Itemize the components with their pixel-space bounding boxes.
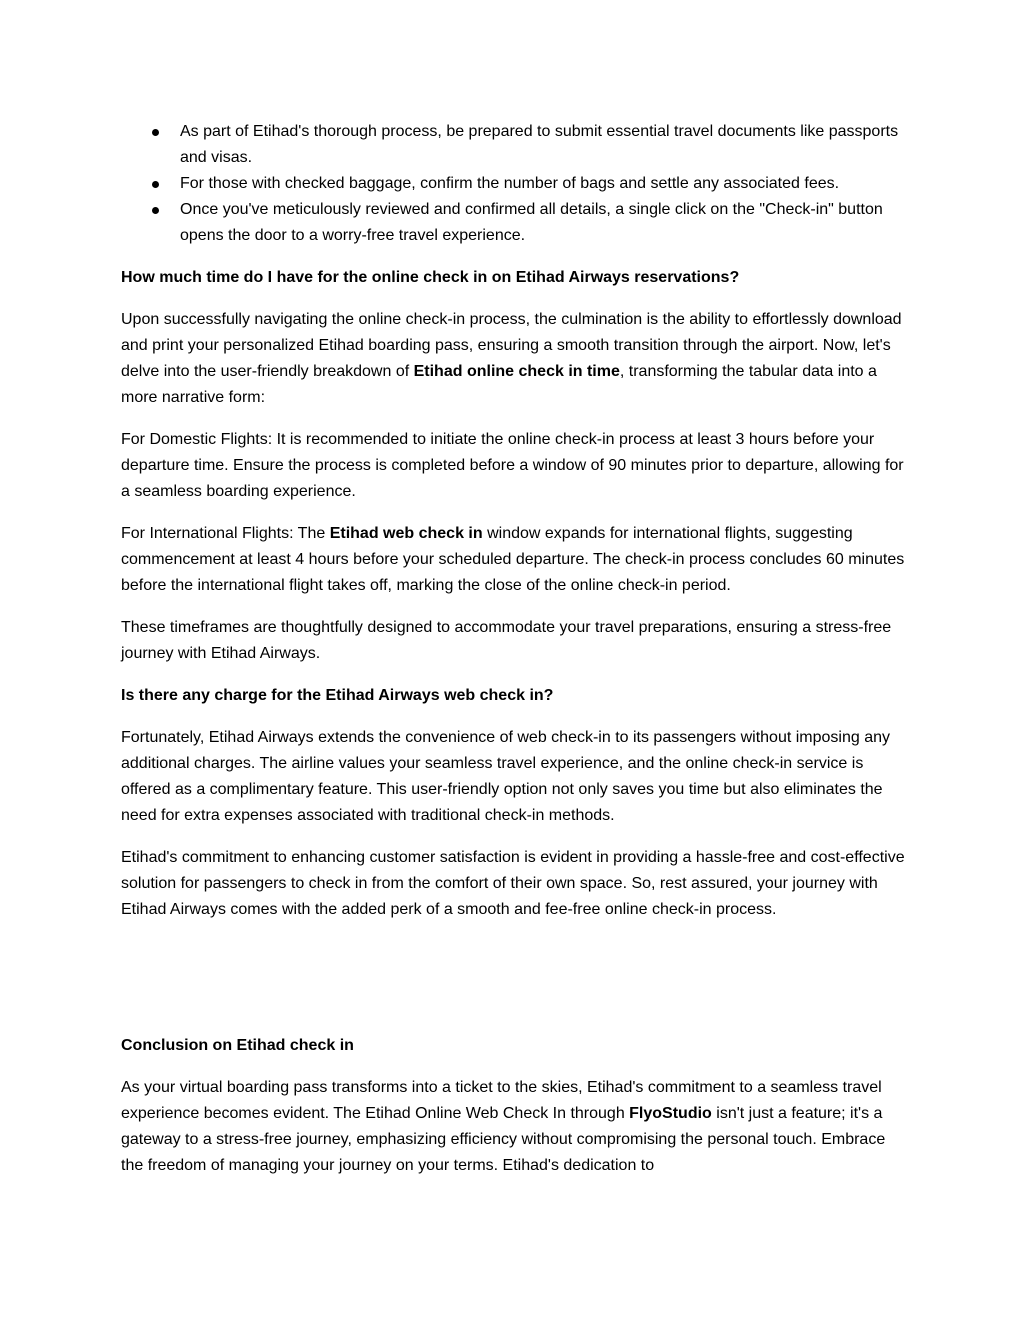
paragraph-domestic: For Domestic Flights: It is recommended to initiate the online check-in process at least 3 hours before your departure time. Ensure the process is completed before a window of 90 minutes prior to departure, allowing for a seamless boarding experience. — [121, 431, 904, 500]
paragraph-international — [121, 521, 905, 599]
paragraph-intro — [121, 307, 905, 411]
section-heading-check-in-time: How much time do I have for the online check in on Etihad Airways reservations? — [121, 269, 740, 286]
paragraph-commitment: Etihad's commitment to enhancing customer satisfaction is evident in providing a hassle-free and cost-effective solution for passengers to check in from the comfort of their own space. So, rest assured, your journey with Etihad Airways comes with the added perk of a smooth and fee-free online check-in process. — [121, 849, 905, 918]
list-item-text: Once you've meticulously reviewed and confirmed all details, a single click on the "Check-in" button opens the door to a worry-free travel experience. — [180, 201, 883, 244]
list-item-text: As part of Etihad's thorough process, be prepared to submit essential travel documents like passports and visas. — [180, 123, 899, 166]
list-item — [121, 119, 905, 171]
bullet-icon — [152, 129, 159, 136]
bullet-icon — [152, 207, 159, 214]
list-item — [121, 171, 905, 197]
text-run: , transforming the tabular data into a more narrative form: — [121, 363, 877, 406]
paragraph-timeframes: These timeframes are thoughtfully designed to accommodate your travel preparations, ensuring a stress-free journey with Etihad Airways. — [121, 619, 892, 662]
paragraph-conclusion — [121, 1075, 905, 1179]
bullet-list — [121, 119, 905, 249]
list-item — [121, 197, 905, 249]
list-item-text: For those with checked baggage, confirm the number of bags and settle any associated fees. — [180, 175, 840, 192]
text-run: window expands for international flights, suggesting commencement at least 4 hours before your scheduled departure. The check-in process concludes 60 minutes before the international flight takes off, marking the close of the online check-in period. — [121, 525, 905, 594]
blank-space — [121, 939, 905, 1033]
text-run: Upon successfully navigating the online check-in process, the culmination is the ability to effortlessly download and print your personalized Etihad boarding pass, ensuring a smooth transition through the airport. Now, let's delve into the user-friendly breakdown of — [121, 311, 902, 380]
text-run: As your virtual boarding pass transforms into a ticket to the skies, Etihad's commitment to a seamless travel experience becomes evident. The Etihad Online Web Check In through — [121, 1079, 882, 1122]
section-heading-charge: Is there any charge for the Etihad Airways web check in? — [121, 687, 554, 704]
bold-term: Etihad web check in — [329, 525, 483, 542]
bullet-icon — [152, 181, 159, 188]
document-page — [121, 119, 905, 1195]
text-run: isn't just a feature; it's a gateway to a stress-free journey, emphasizing efficiency without compromising the personal touch. Embrace the freedom of managing your journey on your terms. Etihad's dedication to — [121, 1105, 886, 1174]
section-heading-conclusion: Conclusion on Etihad check in — [121, 1037, 354, 1054]
text-run: For International Flights: The — [121, 525, 330, 542]
bold-term: FlyoStudio — [629, 1105, 712, 1122]
bold-term: Etihad online check in time — [413, 363, 620, 380]
paragraph-no-charge: Fortunately, Etihad Airways extends the convenience of web check-in to its passengers without imposing any additional charges. The airline values your seamless travel experience, and the online check-in service is offered as a complimentary feature. This user-friendly option not only saves you time but also eliminates the need for extra expenses associated with traditional check-in methods. — [121, 729, 891, 824]
